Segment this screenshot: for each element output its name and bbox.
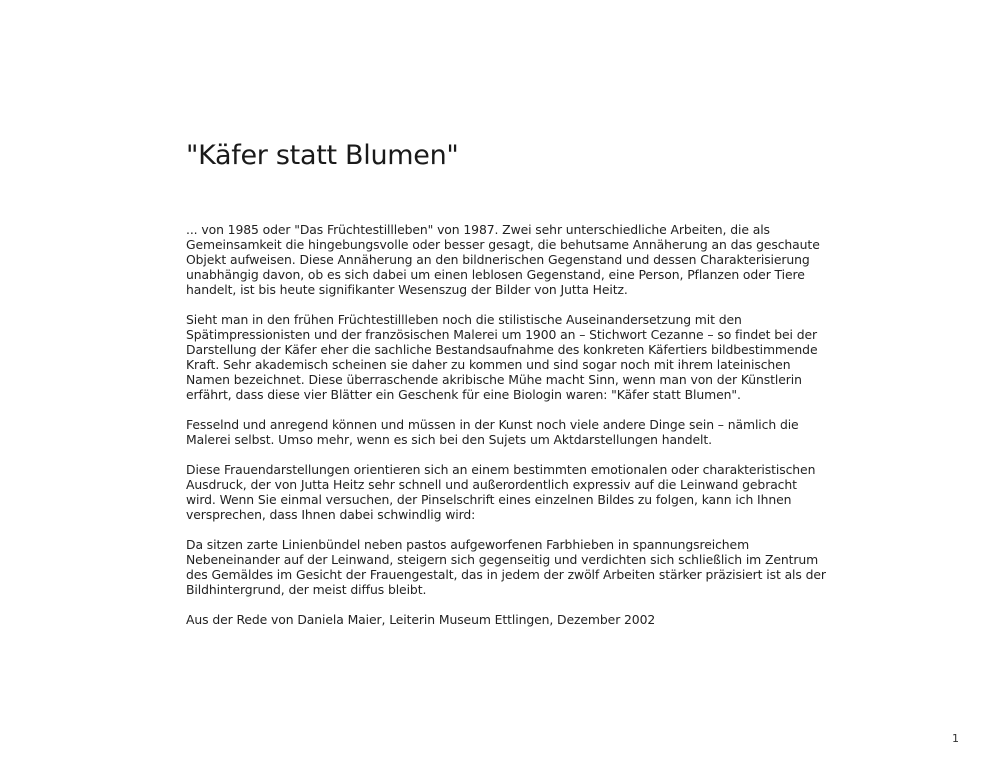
paragraph-intro: ... von 1985 oder "Das Früchtestillleben" von 1987. Zwei sehr unterschiedliche Arbeiten, die als Gemeinsamkeit die hingebungsvolle oder besser gesagt, die behutsame Annäherung an das geschaute Objekt aufweisen. Diese Annäherung an den bildnerischen Gegenstand und dessen Charakterisierung unabhängig davon, ob es sich dabei um einen leblosen Gegenstand, eine Person, Pflanzen oder Tiere handelt, ist bis heute signifikanter Wesenszug der Bilder von Jutta Heitz. — [186, 222, 820, 297]
page-number: 1 — [952, 732, 959, 745]
paragraph-brushwork: Da sitzen zarte Linienbündel neben pastos aufgeworfenen Farbhieben in spannungsreichem Nebeneinander auf der Leinwand, steigern sich gegenseitig und verdichten sich schließlich im Zentrum des Gemäldes im Gesicht der Frauengestalt, das in jedem der zwölf Arbeiten stärker präzisiert ist als der Bildhintergrund, der meist diffus bleibt. — [186, 537, 826, 597]
paragraph-female-figures: Diese Frauendarstellungen orientieren sich an einem bestimmten emotionalen oder charakteristischen Ausdruck, der von Jutta Heitz sehr schnell und außerordentlich expressiv auf die Leinwand gebracht wird. Wenn Sie einmal versuchen, der Pinselschrift eines einzelnen Bildes zu folgen, kann ich Ihnen versprechen, dass Ihnen dabei schwindlig wird: — [186, 462, 816, 522]
body-text — [186, 222, 826, 642]
paragraph-source: Aus der Rede von Daniela Maier, Leiterin Museum Ettlingen, Dezember 2002 — [186, 612, 656, 627]
paragraph-still-life: Sieht man in den frühen Früchtestillleben noch die stilistische Auseinandersetzung mit den Spätimpressionisten und der französischen Malerei um 1900 an – Stichwort Cezanne – so findet bei der Darstellung der Käfer eher die sachliche Bestandsaufnahme des konkreten Käfertiers bildbestimmende Kraft. Sehr akademisch scheinen sie daher zu kommen und sind sogar noch mit ihrem lateinischen Namen bezeichnet. Diese überraschende akribische Mühe macht Sinn, wenn man von der Künstlerin erfährt, dass diese vier Blätter ein Geschenk für eine Biologin waren: "Käfer statt Blumen". — [186, 312, 818, 402]
page-title: "Käfer statt Blumen" — [186, 140, 459, 171]
paragraph-painting: Fesselnd und anregend können und müssen in der Kunst noch viele andere Dinge sein – nämlich die Malerei selbst. Umso mehr, wenn es sich bei den Sujets um Aktdarstellungen handelt. — [186, 417, 799, 447]
